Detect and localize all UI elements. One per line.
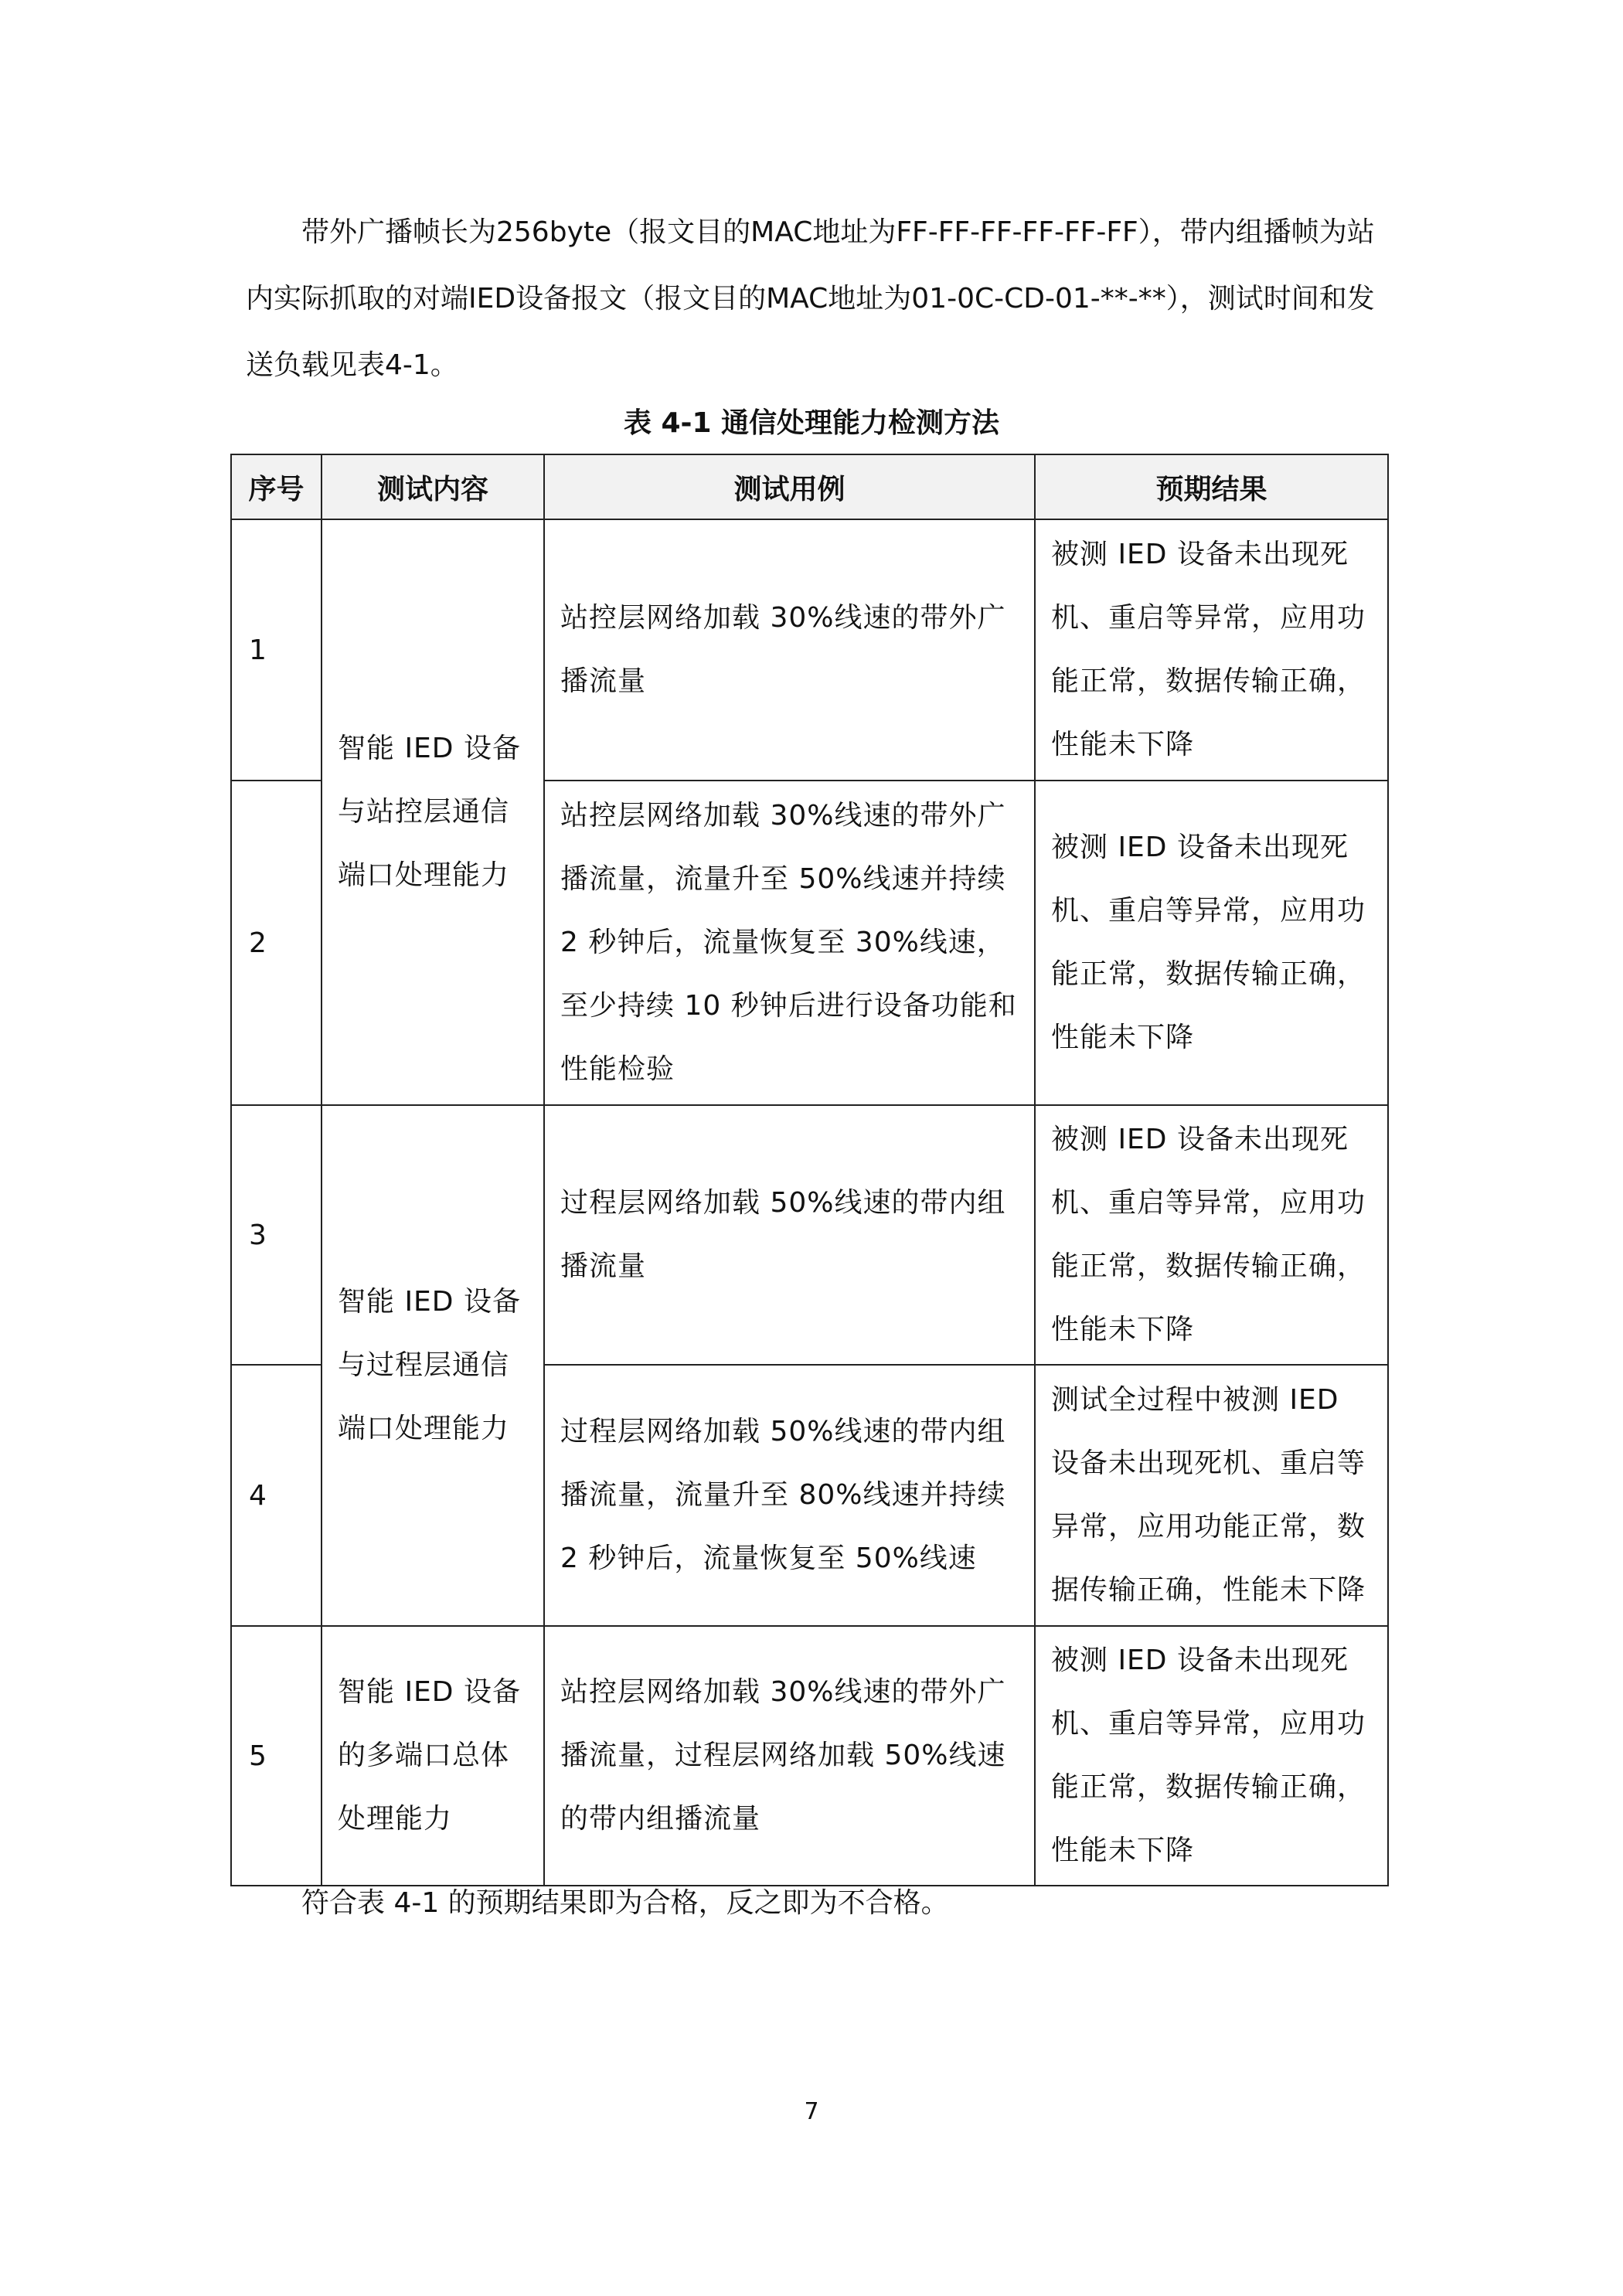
table-header-row (231, 454, 1388, 519)
table-row (231, 1626, 1388, 1886)
test-case: 过程层网络加载 50%线速的带内组播流量 (544, 1105, 1035, 1365)
test-method-table (230, 454, 1389, 1886)
expected-result: 被测 IED 设备未出现死机、重启等异常，应用功能正常，数据传输正确，性能未下降 (1035, 519, 1388, 781)
test-case: 过程层网络加载 50%线速的带内组播流量，流量升至 80%线速并持续 2 秒钟后，流量恢复至 50%线速 (544, 1365, 1035, 1626)
expected-result: 测试全过程中被测 IED 设备未出现死机、重启等异常，应用功能正常，数据传输正确，性能未下降 (1035, 1365, 1388, 1626)
table-row (231, 1105, 1388, 1365)
table-caption: 表 4-1 通信处理能力检测方法 (623, 407, 1000, 439)
header-no: 序号 (231, 454, 322, 519)
page-number: 7 (804, 2098, 819, 2125)
test-content-process: 智能 IED 设备与过程层通信端口处理能力 (322, 1105, 544, 1626)
test-content-station: 智能 IED 设备与站控层通信端口处理能力 (322, 519, 544, 1105)
row-number: 3 (231, 1105, 322, 1365)
expected-result: 被测 IED 设备未出现死机、重启等异常，应用功能正常，数据传输正确，性能未下降 (1035, 781, 1388, 1105)
header-content: 测试内容 (322, 454, 544, 519)
header-case: 测试用例 (544, 454, 1035, 519)
table-row (231, 519, 1388, 781)
intro-paragraph: 带外广播帧长为256byte（报文目的MAC地址为FF-FF-FF-FF-FF-FF），带内组播帧为站内实际抓取的对端IED设备报文（报文目的MAC地址为01-0C-CD-01-**-**），测试时间和发送负载见表4-1。 (246, 216, 1375, 381)
row-number: 2 (231, 781, 322, 1105)
row-number: 4 (231, 1365, 322, 1626)
test-case: 站控层网络加载 30%线速的带外广播流量 (544, 519, 1035, 781)
expected-result: 被测 IED 设备未出现死机、重启等异常，应用功能正常，数据传输正确，性能未下降 (1035, 1105, 1388, 1365)
test-case: 站控层网络加载 30%线速的带外广播流量，过程层网络加载 50%线速的带内组播流量 (544, 1626, 1035, 1886)
row-number: 5 (231, 1626, 322, 1886)
row-number: 1 (231, 519, 322, 781)
test-content-multi: 智能 IED 设备的多端口总体处理能力 (322, 1626, 544, 1886)
test-case: 站控层网络加载 30%线速的带外广播流量，流量升至 50%线速并持续 2 秒钟后，流量恢复至 30%线速，至少持续 10 秒钟后进行设备功能和性能检验 (544, 781, 1035, 1105)
expected-result: 被测 IED 设备未出现死机、重启等异常，应用功能正常，数据传输正确，性能未下降 (1035, 1626, 1388, 1886)
conclusion-paragraph: 符合表 4-1 的预期结果即为合格，反之即为不合格。 (301, 1887, 949, 1919)
header-result: 预期结果 (1035, 454, 1388, 519)
